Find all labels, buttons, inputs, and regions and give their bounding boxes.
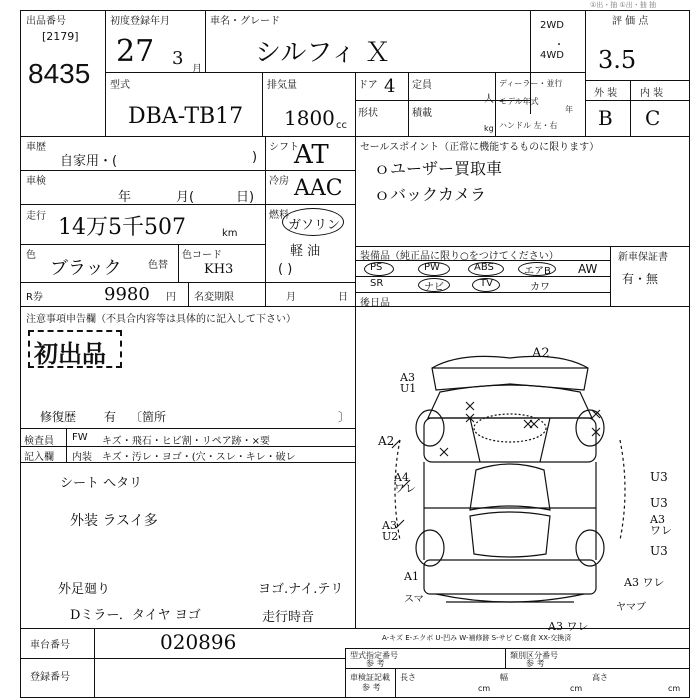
damage-mark-a3-u1: A3 U1 bbox=[400, 371, 417, 395]
expiry-label: 名変期限 bbox=[194, 292, 234, 303]
equip-sr: SR bbox=[370, 278, 384, 289]
height-label: 高さ bbox=[592, 673, 608, 682]
displacement-unit: cc bbox=[336, 120, 347, 131]
repair-close: 〕 bbox=[338, 410, 351, 424]
equip-abs-circle bbox=[468, 262, 504, 276]
divider bbox=[66, 428, 67, 462]
inspector-label-2: 記入欄 bbox=[24, 452, 54, 463]
handle-label: ハンドル 左・右 bbox=[499, 121, 558, 130]
mileage-label: 走行 bbox=[26, 211, 46, 222]
model-name-label: 車名・グレード bbox=[210, 16, 280, 27]
lot-bracket: [2179] bbox=[42, 30, 79, 43]
type-value: DBA-TB17 bbox=[128, 104, 244, 129]
selling-point-2: ｏバックカメラ bbox=[374, 185, 487, 204]
color-value: ブラック bbox=[50, 258, 122, 279]
equip-tv-circle bbox=[472, 278, 500, 292]
equipment-label: 装備品（純正品に限り○をつけてください） bbox=[360, 251, 559, 262]
repair-label: 修復歴 bbox=[40, 410, 77, 424]
doors-value: 4 bbox=[384, 76, 396, 97]
divider bbox=[262, 72, 263, 136]
class-label: 類別区分番号 bbox=[510, 651, 558, 660]
damage-mark-a1: A1 bbox=[404, 570, 419, 583]
divider bbox=[395, 668, 396, 698]
model-cert-label: 型式指定番号 bbox=[350, 651, 398, 660]
chassis-value: 020896 bbox=[160, 630, 237, 654]
notes-label: 注意事項申告欄（不具合内容等は具体的に記入して下さい） bbox=[26, 314, 296, 325]
dealer-label: ディーラー・並行 bbox=[499, 79, 563, 88]
diagram-legend: A-キズ E-エクボ U-凹み W-補修跡 S-サビ C-腐食 XX-交換済 bbox=[382, 634, 572, 642]
repair-location: 〔箇所 bbox=[130, 410, 167, 424]
reg-month-unit: 月 bbox=[192, 64, 202, 75]
damage-mark-u3-right-2: U3 bbox=[650, 496, 668, 510]
exterior-label: 外 装 bbox=[594, 88, 618, 99]
damage-mark-a4-left: A4 ワレ bbox=[394, 471, 416, 495]
model-name: シルフィ Ｘ bbox=[255, 38, 391, 68]
mileage-value: 14万5千507 bbox=[58, 215, 186, 240]
rear-seat-label: 後日品 bbox=[360, 298, 390, 309]
model-cert-ref: 参 考 bbox=[366, 659, 385, 668]
score-label: 評 価 点 bbox=[612, 16, 649, 27]
expiry-month: 月 bbox=[286, 292, 296, 303]
model-year-label: モデル年式 bbox=[499, 97, 539, 106]
history-close: ) bbox=[252, 150, 258, 165]
divider bbox=[585, 10, 586, 136]
divider bbox=[585, 80, 690, 81]
damage-mark-a2-left: A2 bbox=[378, 434, 395, 448]
drive-4wd: 4WD bbox=[540, 50, 564, 61]
lot-label: 出品番号 bbox=[26, 16, 66, 27]
warranty-label: 新車保証書 bbox=[618, 252, 668, 263]
cooling-value: AAC bbox=[294, 176, 343, 201]
divider bbox=[105, 72, 585, 73]
repair-value: 有 bbox=[104, 410, 117, 424]
cooling-label: 冷房 bbox=[269, 176, 289, 187]
divider bbox=[355, 136, 356, 306]
drive-dot: ・ bbox=[554, 40, 564, 51]
dims-ref: 参 考 bbox=[362, 683, 381, 692]
equip-ps: PS bbox=[370, 262, 383, 273]
first-listing: 初出品 bbox=[34, 340, 106, 368]
expiry-day: 日 bbox=[338, 292, 348, 303]
recycle-value: 9980 bbox=[104, 284, 150, 305]
equip-abs: ABS bbox=[474, 262, 494, 273]
handwritten-note-1: シート へタリ bbox=[60, 476, 143, 491]
recycle-label: R券 bbox=[26, 292, 43, 303]
damage-mark-a3-u2: A3 U2 bbox=[382, 519, 399, 543]
dims-label: 車検証記載 bbox=[350, 673, 390, 682]
divider bbox=[355, 276, 610, 277]
type-label: 型式 bbox=[110, 80, 130, 91]
fuel-paren: ( ) bbox=[278, 262, 293, 277]
displacement-label: 排気量 bbox=[267, 80, 297, 91]
reg-month: 3 bbox=[172, 48, 184, 69]
divider bbox=[495, 72, 496, 136]
selling-point-1: ｏユーザー買取車 bbox=[374, 159, 503, 178]
reg-year: 27 bbox=[116, 34, 155, 69]
divider bbox=[355, 306, 356, 628]
handwritten-note-2: 外装 ラスイ多 bbox=[70, 513, 158, 529]
width-label: 幅 bbox=[500, 673, 508, 682]
score: 3.5 bbox=[598, 46, 637, 74]
divider bbox=[345, 668, 690, 669]
reg-year-label: 初度登録年月 bbox=[110, 16, 170, 27]
fuel-value: ガソリン bbox=[288, 218, 341, 233]
divider bbox=[94, 628, 95, 698]
damage-mark-a3-rear-right: A3 ワレ bbox=[624, 576, 665, 589]
selling-points-label: セールスポイント（正常に機能するものに限ります） bbox=[360, 142, 600, 153]
capacity-unit: 人 bbox=[484, 94, 494, 105]
inspector-row-1: キズ・飛石・ヒビ割・リペア跡・×要 bbox=[102, 436, 270, 447]
capacity-label: 定員 bbox=[412, 80, 432, 91]
color-label: 色 bbox=[26, 250, 36, 261]
equip-tv: TV bbox=[480, 278, 493, 289]
divider bbox=[20, 170, 355, 171]
damage-mark-u3-right-1: U3 bbox=[650, 470, 668, 484]
damage-mark-a2-top: A2 bbox=[532, 346, 550, 361]
shape-label: 形状 bbox=[358, 108, 378, 119]
handwritten-note-3: 外足廻り bbox=[58, 582, 111, 597]
interior-label: 内 装 bbox=[640, 88, 664, 99]
divider bbox=[105, 10, 106, 136]
divider bbox=[20, 428, 355, 429]
divider bbox=[345, 648, 346, 698]
exterior-grade: B bbox=[598, 106, 613, 130]
divider bbox=[178, 244, 179, 282]
damage-mark-corner: ヤマブ bbox=[616, 602, 646, 613]
fuel-circle bbox=[282, 208, 344, 236]
equip-aw: AW bbox=[578, 262, 598, 276]
mileage-unit: km bbox=[222, 228, 238, 239]
color-code-label: 色コード bbox=[182, 250, 222, 261]
shift-value: AT bbox=[294, 140, 329, 170]
equip-airbag: エアB bbox=[524, 266, 551, 277]
inspection-year: 年 bbox=[118, 190, 132, 205]
reg-number-label: 登録番号 bbox=[30, 672, 70, 683]
divider bbox=[20, 244, 265, 245]
color-code-value: KH3 bbox=[204, 262, 234, 277]
length-label: 長さ bbox=[400, 673, 416, 682]
height-cm: cm bbox=[668, 684, 681, 693]
lot-number: 8435 bbox=[28, 58, 91, 89]
shift-label: シフト bbox=[269, 142, 299, 153]
damage-mark-a3-right: A3 ワレ bbox=[650, 513, 672, 537]
drive-2wd: 2WD bbox=[540, 20, 564, 31]
history-value: 自家用・( bbox=[60, 154, 118, 169]
fuel-light-oil: 軽 油 bbox=[290, 244, 321, 259]
recycle-unit: 円 bbox=[166, 292, 176, 303]
inspector-row-2: キズ・汚レ・ヨゴ・(穴・スレ・キレ・破レ bbox=[102, 452, 296, 463]
inspection-day: 日) bbox=[236, 190, 255, 205]
damage-mark-bumper: スマ bbox=[404, 594, 424, 605]
history-label: 車歴 bbox=[26, 142, 46, 153]
load-unit: kg bbox=[484, 124, 494, 133]
divider bbox=[188, 282, 189, 306]
divider bbox=[355, 72, 356, 136]
doors-label: ドア bbox=[358, 80, 378, 91]
divider bbox=[265, 136, 266, 306]
handwritten-note-5: Dミラー．タイヤ ヨゴ bbox=[70, 608, 201, 623]
model-year-unit: 年 bbox=[565, 105, 573, 114]
divider bbox=[355, 292, 610, 293]
divider bbox=[408, 72, 409, 136]
equip-navi: ナビ bbox=[424, 282, 444, 293]
inspector-naisou: 内装 bbox=[72, 452, 92, 463]
equip-ps-circle bbox=[364, 262, 394, 276]
load-label: 積載 bbox=[412, 108, 432, 119]
equip-airbag-circle bbox=[518, 262, 556, 276]
equip-pw-circle bbox=[418, 262, 450, 276]
handwritten-note-4: ヨゴ.ナイ.テリ bbox=[258, 582, 344, 597]
color-change-label: 色替 bbox=[148, 260, 168, 271]
divider bbox=[630, 80, 631, 136]
divider bbox=[585, 100, 690, 101]
divider bbox=[20, 628, 690, 629]
class-ref: 参 考 bbox=[526, 659, 545, 668]
length-cm: cm bbox=[478, 684, 491, 693]
inspection-label: 車検 bbox=[26, 176, 46, 187]
chassis-label: 車台番号 bbox=[30, 640, 70, 651]
displacement-value: 1800 bbox=[284, 106, 335, 130]
warranty-value: 有・無 bbox=[622, 272, 659, 286]
inspector-label-1: 検査員 bbox=[24, 436, 54, 447]
divider bbox=[205, 10, 206, 72]
divider bbox=[345, 648, 690, 649]
top-right-note: ①出・抽 ①出・抽 抽 bbox=[590, 1, 657, 9]
inspector-fw: FW bbox=[72, 432, 88, 443]
equip-pw: PW bbox=[424, 262, 440, 273]
damage-mark-a3-rear: A3 ワレ bbox=[548, 620, 589, 633]
damage-mark-u3-right-3: U3 bbox=[650, 544, 668, 558]
interior-grade: C bbox=[645, 106, 661, 130]
equip-navi-circle bbox=[418, 278, 450, 292]
divider bbox=[610, 246, 611, 306]
width-cm: cm bbox=[570, 684, 583, 693]
divider bbox=[20, 658, 345, 659]
fuel-label: 燃料 bbox=[269, 210, 289, 221]
divider bbox=[505, 648, 506, 668]
equip-leather: カワ bbox=[530, 282, 550, 293]
inspection-month: 月( bbox=[176, 190, 195, 205]
handwritten-note-6: 走行時音 bbox=[262, 610, 315, 625]
